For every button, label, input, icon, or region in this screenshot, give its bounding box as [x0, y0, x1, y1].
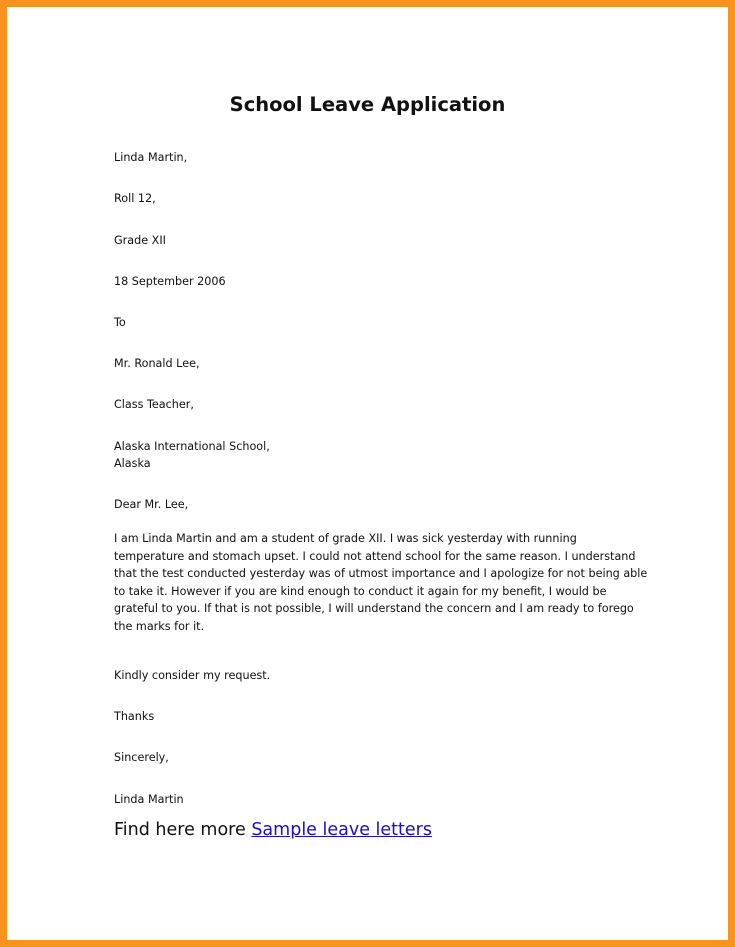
sender-roll: Roll 12,	[114, 192, 156, 205]
salutation: Dear Mr. Lee,	[114, 498, 189, 511]
body-line: grateful to you. If that is not possible, I will understand the concern and I am ready to forego	[114, 602, 634, 616]
body-line: I am Linda Martin and am a student of grade XII. I was sick yesterday with running	[114, 532, 577, 545]
closing-line: Sincerely,	[114, 751, 169, 764]
document-title: School Leave Application	[229, 93, 506, 116]
recipient-to: To	[114, 316, 126, 329]
request-line: Kindly consider my request.	[114, 669, 271, 682]
body-line: temperature and stomach upset. I could not attend school for the same reason. I understand	[114, 549, 636, 563]
recipient-school: Alaska International School,	[114, 440, 270, 453]
thanks-line: Thanks	[114, 710, 155, 723]
footer-line	[114, 820, 432, 840]
body-line: the marks for it.	[114, 619, 205, 633]
letter-document	[7, 7, 728, 940]
sample-leave-letters-link[interactable]: Sample leave letters	[251, 820, 432, 840]
recipient-name: Mr. Ronald Lee,	[114, 357, 200, 370]
footer-prefix: Find here more	[114, 820, 246, 840]
signature-name: Linda Martin	[114, 793, 184, 806]
sender-grade: Grade XII	[114, 234, 166, 247]
recipient-position: Class Teacher,	[114, 398, 194, 411]
body-line: that the test conducted yesterday was of utmost importance and I apologize for not being able	[114, 567, 648, 581]
sender-name: Linda Martin,	[114, 151, 188, 164]
recipient-city: Alaska	[114, 457, 151, 470]
body-line: to take it. However if you are kind enough to conduct it again for my benefit, I would be	[114, 584, 607, 598]
letter-date: 18 September 2006	[114, 275, 226, 288]
letter-body	[114, 530, 647, 636]
